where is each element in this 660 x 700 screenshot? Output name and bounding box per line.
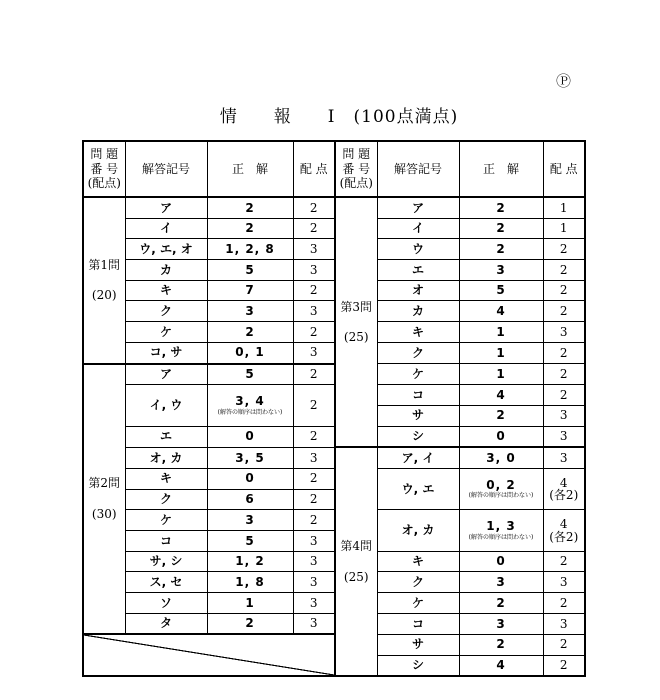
answer-symbol: ス, セ bbox=[125, 572, 207, 593]
correct-answer bbox=[459, 447, 543, 468]
points bbox=[543, 468, 585, 509]
header-question-line: 問 題 bbox=[90, 147, 119, 162]
points: 3 bbox=[293, 572, 335, 593]
correct-answer-value: 2 bbox=[245, 616, 255, 631]
points bbox=[543, 385, 585, 406]
answer-symbol: ア, イ bbox=[377, 447, 459, 468]
answer-symbol: カ bbox=[377, 301, 459, 322]
correct-answer bbox=[459, 510, 543, 551]
question-2-label: 第2問 bbox=[88, 476, 121, 491]
points bbox=[543, 364, 585, 385]
answer-symbol: ウ, エ bbox=[377, 468, 459, 509]
correct-answer bbox=[459, 426, 543, 447]
answer-symbol: イ, ウ bbox=[125, 385, 207, 426]
correct-answer-value: 5 bbox=[245, 367, 255, 382]
answer-symbol: ウ, エ, オ bbox=[125, 239, 207, 260]
answer-key-table bbox=[82, 140, 586, 677]
correct-answer bbox=[459, 551, 543, 572]
correct-answer-value: 0 bbox=[245, 471, 255, 486]
answer-symbol: シ bbox=[377, 426, 459, 447]
answer-symbol: オ, カ bbox=[377, 510, 459, 551]
answer-symbol: ケ bbox=[125, 322, 207, 343]
points-value: 2 bbox=[559, 345, 568, 360]
correct-answer-value: 3, 4 bbox=[235, 393, 265, 408]
correct-answer-value: 3, 5 bbox=[235, 450, 265, 465]
correct-answer-value: 1 bbox=[496, 366, 506, 381]
answer-symbol: ケ bbox=[377, 593, 459, 614]
points-value: 2 bbox=[559, 262, 568, 277]
points: 2 bbox=[293, 218, 335, 239]
points-value: 1 bbox=[559, 221, 568, 236]
correct-answer bbox=[459, 613, 543, 634]
correct-answer-value: 2 bbox=[496, 637, 506, 652]
answer-symbol: オ, カ bbox=[125, 447, 207, 468]
header-answer-symbol: 解答記号 bbox=[125, 141, 207, 197]
correct-answer bbox=[459, 280, 543, 301]
correct-answer-value: 1 bbox=[245, 595, 255, 610]
header-question-line: (配点) bbox=[339, 176, 373, 191]
correct-answer bbox=[207, 468, 293, 489]
header-question-line: 問 題 bbox=[342, 147, 371, 162]
points bbox=[543, 447, 585, 468]
points-value: 3 bbox=[559, 429, 568, 444]
points-each: (各2) bbox=[549, 529, 579, 544]
points-value: 2 bbox=[559, 366, 568, 381]
correct-answer bbox=[207, 364, 293, 385]
correct-answer bbox=[207, 197, 293, 218]
correct-answer-value: 2 bbox=[496, 221, 506, 236]
points: 2 bbox=[293, 280, 335, 301]
points: 3 bbox=[293, 551, 335, 572]
points-value: 3 bbox=[559, 574, 568, 589]
answer-symbol: エ bbox=[377, 260, 459, 281]
correct-answer-value: 5 bbox=[245, 262, 255, 277]
correct-answer-value: 3, 0 bbox=[486, 450, 516, 465]
answer-symbol: ク bbox=[377, 342, 459, 363]
answer-symbol: ケ bbox=[377, 364, 459, 385]
answer-symbol: サ bbox=[377, 634, 459, 655]
correct-answer bbox=[207, 260, 293, 281]
correct-answer-value: 0 bbox=[496, 429, 506, 444]
correct-answer bbox=[207, 489, 293, 510]
points-value: 2 bbox=[559, 637, 568, 652]
points-value: 2 bbox=[559, 658, 568, 673]
correct-answer-value: 2 bbox=[245, 221, 255, 236]
answer-order-note: (解答の順序は問わない) bbox=[468, 533, 534, 541]
points bbox=[543, 322, 585, 343]
answer-symbol: シ bbox=[377, 655, 459, 676]
points bbox=[543, 634, 585, 655]
header-question-line: 番 号 bbox=[90, 161, 119, 176]
question-3-total: (25) bbox=[343, 330, 369, 345]
points bbox=[543, 405, 585, 426]
question-4-label: 第4問 bbox=[340, 539, 373, 554]
points-value: 2 bbox=[559, 303, 568, 318]
correct-answer bbox=[459, 260, 543, 281]
correct-answer bbox=[459, 218, 543, 239]
points-value: 1 bbox=[559, 200, 568, 215]
points: 2 bbox=[293, 426, 335, 447]
question-2-cell bbox=[83, 364, 125, 635]
answer-symbol: ウ bbox=[377, 239, 459, 260]
correct-answer-value: 6 bbox=[245, 492, 255, 507]
correct-answer-value: 2 bbox=[496, 408, 506, 423]
correct-answer-value: 3 bbox=[496, 262, 506, 277]
answer-symbol: オ bbox=[377, 280, 459, 301]
points: 2 bbox=[293, 197, 335, 218]
answer-symbol: キ bbox=[125, 468, 207, 489]
answer-symbol: ア bbox=[377, 197, 459, 218]
answer-symbol: コ bbox=[377, 613, 459, 634]
header-question-number bbox=[83, 141, 125, 197]
points: 2 bbox=[293, 364, 335, 385]
answer-symbol: キ bbox=[377, 322, 459, 343]
answer-order-note: (解答の順序は問わない) bbox=[217, 408, 283, 416]
correct-answer bbox=[459, 572, 543, 593]
correct-answer-value: 2 bbox=[245, 324, 255, 339]
question-1-label: 第1問 bbox=[88, 257, 121, 272]
answer-symbol: ク bbox=[125, 489, 207, 510]
points-value: 3 bbox=[559, 450, 568, 465]
header-correct-answer: 正 解 bbox=[207, 141, 293, 197]
points bbox=[543, 280, 585, 301]
correct-answer bbox=[207, 447, 293, 468]
points: 3 bbox=[293, 447, 335, 468]
correct-answer-value: 0, 1 bbox=[235, 345, 265, 360]
answer-symbol: サ, シ bbox=[125, 551, 207, 572]
correct-answer bbox=[207, 593, 293, 614]
correct-answer bbox=[459, 301, 543, 322]
correct-answer-value: 4 bbox=[496, 387, 506, 402]
points: 3 bbox=[293, 531, 335, 552]
correct-answer-value: 3 bbox=[496, 616, 506, 631]
points: 3 bbox=[293, 593, 335, 614]
points bbox=[543, 239, 585, 260]
page-title bbox=[0, 102, 660, 127]
question-2-total: (30) bbox=[91, 506, 117, 521]
correct-answer bbox=[207, 613, 293, 634]
correct-answer bbox=[459, 322, 543, 343]
correct-answer-value: 5 bbox=[496, 283, 506, 298]
points: 3 bbox=[293, 239, 335, 260]
points bbox=[543, 551, 585, 572]
correct-answer bbox=[207, 551, 293, 572]
answer-symbol: エ bbox=[125, 426, 207, 447]
header-question-line: (配点) bbox=[87, 176, 121, 191]
correct-answer bbox=[459, 385, 543, 406]
points: 3 bbox=[293, 613, 335, 634]
correct-answer bbox=[459, 197, 543, 218]
header-question-number bbox=[335, 141, 377, 197]
points-value: 4 bbox=[559, 516, 568, 531]
correct-answer bbox=[207, 385, 293, 426]
answer-symbol: コ bbox=[377, 385, 459, 406]
points: 2 bbox=[293, 385, 335, 426]
points bbox=[543, 342, 585, 363]
correct-answer bbox=[459, 405, 543, 426]
correct-answer bbox=[207, 322, 293, 343]
points-value: 3 bbox=[559, 408, 568, 423]
answer-symbol: ソ bbox=[125, 593, 207, 614]
title-level: Ⅰ bbox=[327, 107, 336, 127]
question-4-total: (25) bbox=[343, 569, 369, 584]
answer-symbol: ク bbox=[125, 301, 207, 322]
answer-symbol: ケ bbox=[125, 510, 207, 531]
correct-answer bbox=[207, 239, 293, 260]
correct-answer-value: 0, 2 bbox=[486, 477, 516, 492]
points bbox=[543, 613, 585, 634]
correct-answer-value: 1, 2 bbox=[235, 554, 265, 569]
correct-answer-value: 3 bbox=[245, 303, 255, 318]
question-4-cell bbox=[335, 447, 377, 676]
correct-answer-value: 2 bbox=[496, 200, 506, 215]
correct-answer-value: 4 bbox=[496, 303, 506, 318]
header-points: 配 点 bbox=[293, 141, 335, 197]
publisher-mark: Ⓟ bbox=[556, 72, 572, 90]
correct-answer-value: 2 bbox=[245, 200, 255, 215]
answer-symbol: タ bbox=[125, 613, 207, 634]
points-value: 3 bbox=[559, 324, 568, 339]
correct-answer-value: 3 bbox=[496, 574, 506, 589]
correct-answer bbox=[207, 301, 293, 322]
answer-symbol: ア bbox=[125, 197, 207, 218]
points-each: (各2) bbox=[549, 488, 579, 503]
answer-symbol: コ bbox=[125, 531, 207, 552]
correct-answer-value: 1 bbox=[496, 345, 506, 360]
answer-symbol: サ bbox=[377, 405, 459, 426]
points-value: 2 bbox=[559, 595, 568, 610]
header-answer-symbol: 解答記号 bbox=[377, 141, 459, 197]
points bbox=[543, 218, 585, 239]
correct-answer bbox=[459, 364, 543, 385]
answer-symbol: イ bbox=[125, 218, 207, 239]
correct-answer-value: 0 bbox=[245, 429, 255, 444]
correct-answer bbox=[207, 218, 293, 239]
points-value: 4 bbox=[559, 475, 568, 490]
correct-answer-value: 2 bbox=[496, 241, 506, 256]
question-3-cell bbox=[335, 197, 377, 447]
points: 2 bbox=[293, 510, 335, 531]
correct-answer bbox=[459, 634, 543, 655]
answer-symbol: ア bbox=[125, 364, 207, 385]
correct-answer-value: 7 bbox=[245, 283, 255, 298]
header-correct-answer: 正 解 bbox=[459, 141, 543, 197]
points bbox=[543, 593, 585, 614]
points bbox=[543, 510, 585, 551]
correct-answer-value: 3 bbox=[245, 512, 255, 527]
points bbox=[543, 572, 585, 593]
correct-answer bbox=[459, 239, 543, 260]
points-value: 2 bbox=[559, 554, 568, 569]
question-1-total: (20) bbox=[91, 288, 117, 303]
title-note: (100点満点) bbox=[353, 107, 459, 127]
correct-answer bbox=[459, 593, 543, 614]
points: 2 bbox=[293, 489, 335, 510]
correct-answer bbox=[207, 510, 293, 531]
correct-answer bbox=[207, 342, 293, 363]
correct-answer bbox=[207, 572, 293, 593]
points: 3 bbox=[293, 301, 335, 322]
answer-order-note: (解答の順序は問わない) bbox=[468, 492, 534, 500]
points-value: 2 bbox=[559, 241, 568, 256]
points-value: 3 bbox=[559, 616, 568, 631]
correct-answer-value: 4 bbox=[496, 658, 506, 673]
correct-answer-value: 1, 3 bbox=[486, 519, 516, 534]
correct-answer bbox=[207, 426, 293, 447]
header-points: 配 点 bbox=[543, 141, 585, 197]
answer-symbol: ク bbox=[377, 572, 459, 593]
correct-answer bbox=[207, 531, 293, 552]
correct-answer-value: 0 bbox=[496, 554, 506, 569]
correct-answer-value: 5 bbox=[245, 533, 255, 548]
answer-symbol: キ bbox=[125, 280, 207, 301]
points: 3 bbox=[293, 260, 335, 281]
points-value: 2 bbox=[559, 387, 568, 402]
points: 3 bbox=[293, 342, 335, 363]
question-1-cell bbox=[83, 197, 125, 364]
correct-answer-value: 1, 2, 8 bbox=[225, 241, 275, 256]
blank-diagonal-cell bbox=[83, 634, 335, 676]
answer-symbol: コ, サ bbox=[125, 342, 207, 363]
points bbox=[543, 260, 585, 281]
header-question-line: 番 号 bbox=[342, 161, 371, 176]
answer-symbol: キ bbox=[377, 551, 459, 572]
answer-symbol: イ bbox=[377, 218, 459, 239]
correct-answer bbox=[207, 280, 293, 301]
points: 2 bbox=[293, 322, 335, 343]
correct-answer-value: 2 bbox=[496, 595, 506, 610]
points bbox=[543, 426, 585, 447]
correct-answer bbox=[459, 342, 543, 363]
question-3-label: 第3問 bbox=[340, 299, 373, 314]
points-value: 2 bbox=[559, 283, 568, 298]
points bbox=[543, 655, 585, 676]
title-subject-b: 報 bbox=[273, 107, 292, 127]
points bbox=[543, 301, 585, 322]
title-subject-a: 情 bbox=[219, 107, 238, 127]
correct-answer-value: 1 bbox=[496, 324, 506, 339]
answer-symbol: カ bbox=[125, 260, 207, 281]
correct-answer bbox=[459, 655, 543, 676]
correct-answer bbox=[459, 468, 543, 509]
points bbox=[543, 197, 585, 218]
correct-answer-value: 1, 8 bbox=[235, 574, 265, 589]
points: 2 bbox=[293, 468, 335, 489]
